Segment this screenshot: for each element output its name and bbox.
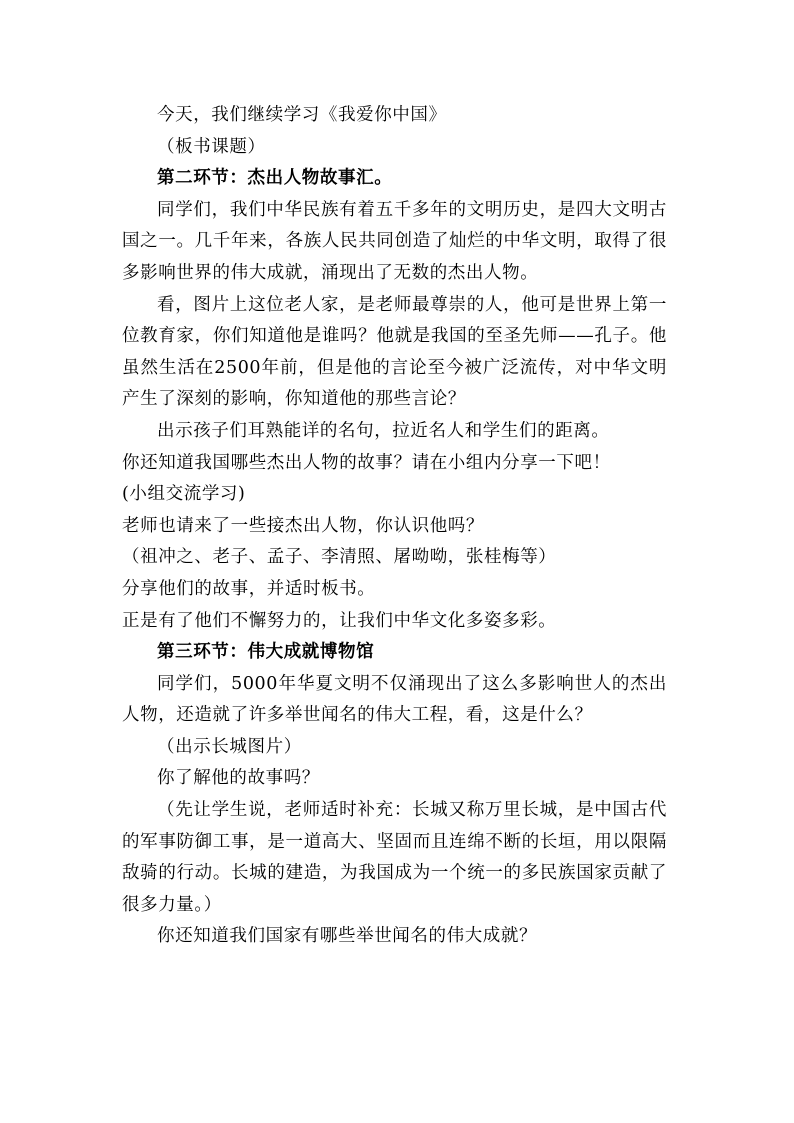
document-body — [122, 100, 667, 953]
paragraph-teacher-figures: 老师也请来了一些接杰出人物，你认识他吗？ — [122, 515, 484, 536]
paragraph-great-works: 同学们，5000年华夏文明不仅涌现出了这么多影响世人的杰出人物，还造就了许多举世闻名的伟大工程，看，这是什么？ — [122, 673, 667, 726]
section-heading-3: 第三环节：伟大成就博物馆 — [157, 642, 375, 663]
section-heading-2: 第二环节：杰出人物故事汇。 — [157, 168, 393, 189]
paragraph-achievements: 你还知道我们国家有哪些举世闻名的伟大成就？ — [157, 926, 538, 947]
paragraph-board-title: （板书课题） — [157, 136, 266, 157]
paragraph-figure-list: （祖冲之、老子、孟子、李清照、屠呦呦，张桂梅等） — [122, 547, 557, 568]
paragraph-culture: 正是有了他们不懈努力的，让我们中华文化多姿多彩。 — [122, 610, 557, 631]
paragraph-confucius: 看，图片上这位老人家，是老师最尊崇的人，他可是世界上第一位教育家，你们知道他是谁吗？他就是我国的至圣先师——孔子。他虽然生活在2500年前，但是他的言论至今被广泛流传，对中华文明产生了深刻的影响，你知道他的那些言论？ — [122, 294, 667, 410]
paragraph-share-stories: 分享他们的故事，并适时板书。 — [122, 578, 376, 599]
paragraph-quotes: 出示孩子们耳熟能详的名句，拉近名人和学生们的距离。 — [157, 420, 610, 441]
paragraph-great-wall: （先让学生说，老师适时补充：长城又称万里长城，是中国古代的军事防御工事，是一道高大、坚固而且连绵不断的长垣，用以限隔敌骑的行动。长城的建造，为我国成为一个统一的多民族国家贡献了很多力量。） — [122, 800, 667, 915]
paragraph-group-study: (小组交流学习) — [122, 484, 246, 505]
paragraph-know-story: 你了解他的故事吗？ — [157, 768, 320, 789]
paragraph-show-wall: （出示长城图片） — [157, 736, 302, 757]
paragraph-question-figures: 你还知道我国哪些杰出人物的故事？请在小组内分享一下吧！ — [122, 452, 611, 473]
paragraph-intro: 今天，我们继续学习《我爱你中国》 — [157, 105, 447, 125]
paragraph-civilization: 同学们，我们中华民族有着五千多年的文明历史，是四大文明古国之一。几千年来，各族人民共同创造了灿烂的中华文明，取得了很多影响世界的伟大成就，涌现出了无数的杰出人物。 — [122, 199, 667, 283]
